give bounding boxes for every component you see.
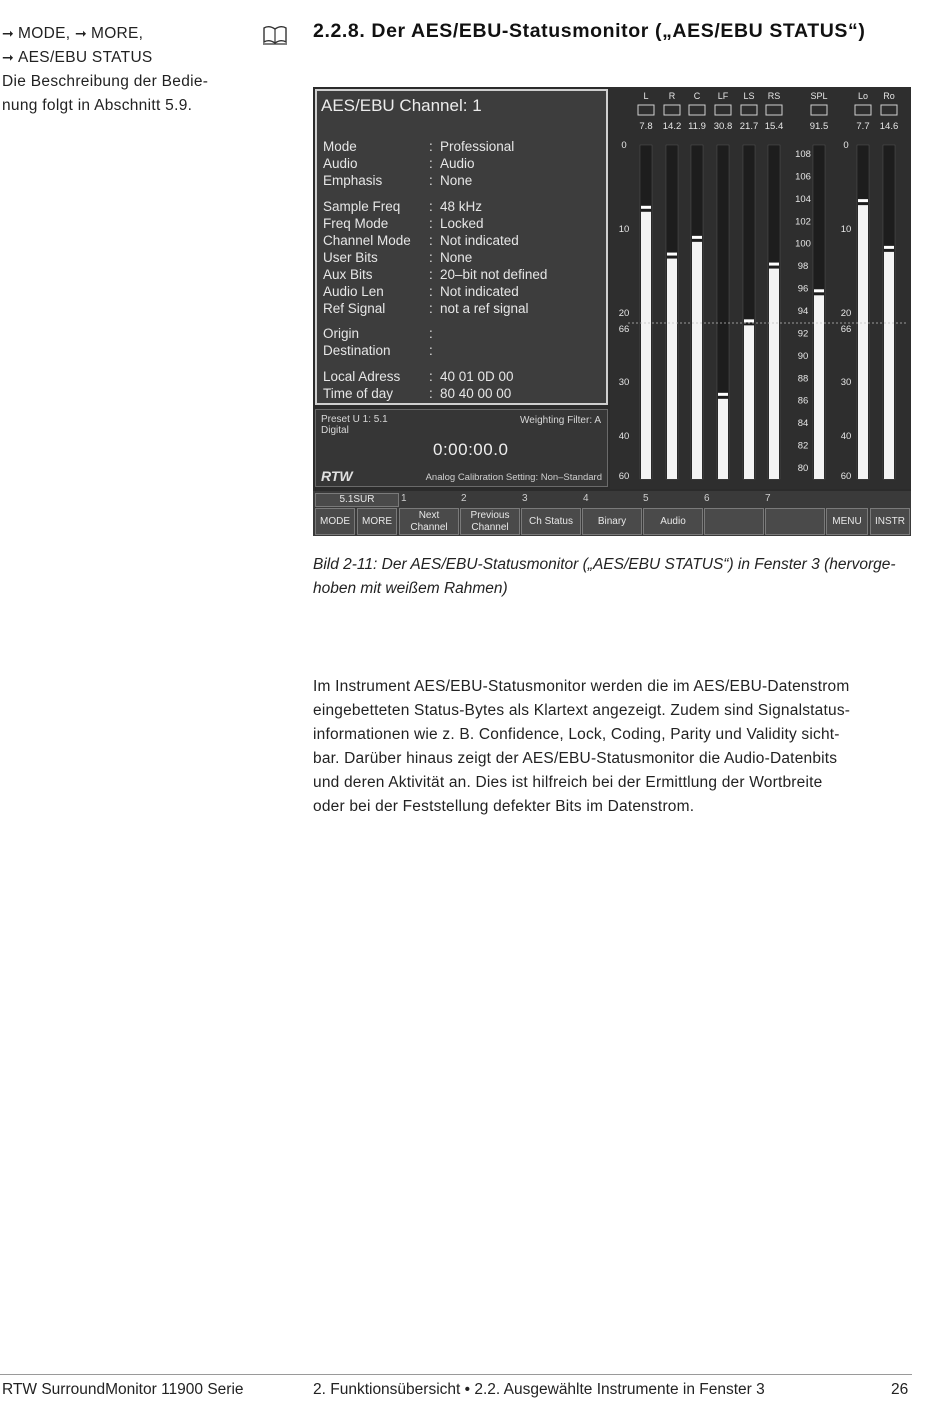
status-row-label: Time of day <box>323 386 394 401</box>
status-row-value: Audio <box>440 156 475 171</box>
meter-rs-peak-hold <box>769 263 779 266</box>
status-row <box>323 301 529 316</box>
meter-ro-level-bar <box>884 252 894 479</box>
meter-ls-level-bar <box>744 325 754 479</box>
meter-lo-peak-hold <box>858 199 868 202</box>
meter-rs-label: RS <box>767 91 781 101</box>
spl-scale-tick: 92 <box>797 328 809 340</box>
meter-r-value: 14.2 <box>662 121 682 132</box>
status-row <box>323 386 511 401</box>
status-row-value: 20–bit not defined <box>440 267 548 282</box>
meter-l-label: L <box>643 91 649 101</box>
softkey-number: 1 <box>401 493 407 504</box>
side-note-line-2: ➞ AES/EBU STATUS <box>2 49 153 66</box>
meter-ls-value: 21.7 <box>739 121 759 132</box>
status-row-separator: : <box>429 386 433 401</box>
page-number: 26 <box>891 1381 909 1398</box>
meter-c-level-bar <box>692 242 702 479</box>
status-row-separator: : <box>429 139 433 154</box>
spl-scale-tick: 108 <box>795 149 811 160</box>
section-heading: 2.2.8. Der AES/EBU-Statusmonitor („AES/EBU STATUS“) <box>313 20 866 42</box>
status-row-label: Emphasis <box>323 173 383 188</box>
status-row <box>323 156 475 171</box>
status-row-label: Ref Signal <box>323 301 386 316</box>
spl-scale-tick: 82 <box>797 440 809 452</box>
status-row-label: Mode <box>323 139 357 154</box>
softkey-bar <box>313 491 911 536</box>
side-note-line-4: nung folgt in Abschnitt 5.9. <box>2 97 193 114</box>
status-row-label: Audio Len <box>323 284 384 299</box>
meter-l-peak-hold <box>641 206 651 209</box>
meter-lf-level-bar <box>718 399 728 479</box>
spl-scale-tick: 86 <box>797 395 809 407</box>
softkey-previous-channel-button[interactable]: Previous Channel <box>460 508 520 535</box>
arrow-right-icon: ➞ <box>2 50 15 66</box>
status-row-separator: : <box>429 284 433 299</box>
status-row-separator: : <box>429 301 433 316</box>
status-row-separator: : <box>429 267 433 282</box>
spl-scale-tick: 84 <box>797 418 809 430</box>
status-row-label: Local Adress <box>323 369 401 384</box>
softkey-ch-status-button[interactable]: Ch Status <box>521 508 581 535</box>
status-row <box>323 284 519 299</box>
rtw-logo: RTW <box>321 468 353 484</box>
right-scale-tick: 10 <box>840 224 852 235</box>
left-scale-tick: 40 <box>618 431 630 442</box>
status-row <box>323 139 514 154</box>
status-row-separator: : <box>429 326 433 341</box>
status-row-value: Locked <box>440 216 484 231</box>
status-row-separator: : <box>429 216 433 231</box>
right-scale-tick: 0 <box>843 140 849 151</box>
meter-lo-value: 7.7 <box>856 121 870 132</box>
meter-rs-value: 15.4 <box>764 121 784 132</box>
right-scale-tick: 60 <box>840 471 852 482</box>
meter-spl-label: SPL <box>810 91 828 101</box>
side-note <box>2 22 242 118</box>
status-row-label: Aux Bits <box>323 267 373 282</box>
status-row <box>323 199 482 214</box>
weighting-filter-label: Weighting Filter: A <box>520 415 601 426</box>
status-row-value: 48 kHz <box>440 199 483 214</box>
status-row-label: Channel Mode <box>323 233 411 248</box>
spl-scale-tick: 106 <box>795 171 811 183</box>
meter-l-value: 7.8 <box>639 121 653 132</box>
status-row-value: Professional <box>440 139 515 154</box>
preset-label: Preset U 1: 5.1 Digital <box>321 414 388 436</box>
meter-r-label: R <box>668 91 676 101</box>
status-row-separator: : <box>429 156 433 171</box>
spl-scale-tick: 102 <box>795 216 811 228</box>
status-row <box>323 233 519 248</box>
status-row-separator: : <box>429 199 433 214</box>
softkey-empty-6-button[interactable] <box>704 508 764 535</box>
softkey-number: 2 <box>461 493 467 504</box>
status-row-value: 40 01 0D 00 <box>440 369 514 384</box>
status-row-value: None <box>440 250 473 265</box>
status-row-label: Freq Mode <box>323 216 389 231</box>
status-row-label: User Bits <box>323 250 378 265</box>
softkey-audio-button[interactable]: Audio <box>643 508 703 535</box>
arrow-right-icon: ➞ <box>74 26 87 42</box>
status-row-label: Origin <box>323 326 360 341</box>
left-scale-tick: 20 <box>618 308 630 319</box>
right-scale-tick: 66 <box>840 324 852 335</box>
meter-ls-peak-hold <box>744 319 754 322</box>
right-scale-tick: 40 <box>840 431 852 442</box>
status-row <box>323 326 440 341</box>
softkey-number: 7 <box>765 493 771 504</box>
status-row-separator: : <box>429 369 433 384</box>
meter-lo-level-bar <box>858 205 868 479</box>
softkey-instr-button[interactable]: INSTR <box>870 508 910 535</box>
aes-ebu-status-panel[interactable] <box>315 89 608 405</box>
softkey-binary-button[interactable]: Binary <box>582 508 642 535</box>
meter-r-peak-hold <box>667 253 677 256</box>
status-row-separator: : <box>429 233 433 248</box>
meter-r-level-bar <box>667 259 677 479</box>
footer-divider <box>0 1374 912 1375</box>
status-row-label: Audio <box>323 156 358 171</box>
level-meters <box>610 87 911 489</box>
spl-scale-tick: 80 <box>797 463 809 474</box>
softkey-next-channel-button[interactable]: Next Channel <box>399 508 459 535</box>
status-row-separator: : <box>429 343 433 358</box>
footer-chapter: 2. Funktionsübersicht • 2.2. Ausgewählte Instrumente in Fenster 3 <box>313 1381 765 1398</box>
status-row-value: Not indicated <box>440 284 519 299</box>
meter-l-level-bar <box>641 212 651 479</box>
footer-product: RTW SurroundMonitor 11900 Serie <box>2 1381 244 1398</box>
meter-spl-peak-hold <box>814 289 824 292</box>
status-row <box>323 173 472 188</box>
spl-scale-tick: 100 <box>795 238 811 250</box>
softkey-number: 6 <box>704 493 710 504</box>
status-row <box>323 267 547 282</box>
right-scale-tick: 20 <box>840 308 852 319</box>
side-note-line-1: ➞ MODE, ➞ MORE, <box>2 25 144 42</box>
softkey-menu-button[interactable]: MENU <box>826 508 868 535</box>
body-paragraph: Im Instrument AES/EBU-Statusmonitor werden die im AES/EBU-Datenstrom eingebetteten Status-Bytes als Klartext angezeigt. Zudem sind Signalstatus- informationen wie z. B. Confidence, Lock, Coding, Parity und Validity sicht- bar. Darüber hinaus zeigt der AES/EBU-Statusmonitor die Audio-Datenbits und deren Aktivität an. Dies ist hilfreich bei der Ermittlung der Wortbreite oder bei der Feststellung defekter Bits im Datenstrom. <box>313 678 851 815</box>
status-row <box>323 250 472 265</box>
meter-rs-level-bar <box>769 269 779 479</box>
meter-spl-level-bar <box>814 295 824 479</box>
status-row-separator: : <box>429 173 433 188</box>
status-row-value: 80 40 00 00 <box>440 386 512 401</box>
meter-lf-value: 30.8 <box>713 121 733 132</box>
meter-lf-peak-hold <box>718 393 728 396</box>
aes-ebu-status-screenshot <box>313 87 911 536</box>
left-scale-tick: 30 <box>618 377 630 388</box>
status-row-value: Not indicated <box>440 233 519 248</box>
meter-lf-label: LF <box>717 91 729 101</box>
meter-c-value: 11.9 <box>688 121 706 132</box>
panel-title: AES/EBU Channel: 1 <box>321 96 482 115</box>
spl-scale-tick: 88 <box>797 373 809 385</box>
calibration-setting: Analog Calibration Setting: Non–Standard <box>425 472 602 483</box>
status-row-value: not a ref signal <box>440 301 529 316</box>
meter-lo-label: Lo <box>857 91 869 101</box>
meter-c-peak-hold <box>692 236 702 239</box>
softkey-more-button[interactable]: MORE <box>357 508 397 535</box>
spl-scale-tick: 94 <box>797 306 809 317</box>
book-icon <box>262 25 288 45</box>
spl-scale-tick: 104 <box>795 193 811 205</box>
preset-indicator: 5.1SUR <box>315 493 399 507</box>
meter-spl-value: 91.5 <box>809 121 829 132</box>
figure-caption: Bild 2-11: Der AES/EBU-Statusmonitor („AES/EBU STATUS“) in Fenster 3 (hervorge- hoben mit weißem Rahmen) <box>313 556 896 597</box>
spl-scale-tick: 98 <box>797 261 809 273</box>
meter-ro-peak-hold <box>884 246 894 249</box>
meter-ls-label: LS <box>743 91 755 101</box>
softkey-number: 3 <box>522 493 528 504</box>
status-row <box>323 343 440 358</box>
status-row-label: Sample Freq <box>323 199 401 214</box>
left-scale-tick: 60 <box>618 471 630 482</box>
left-scale-tick: 66 <box>618 324 630 335</box>
right-scale-tick: 30 <box>840 377 852 388</box>
status-row-label: Destination <box>323 343 391 358</box>
arrow-right-icon: ➞ <box>2 26 15 42</box>
status-row <box>323 216 484 231</box>
preset-info-panel <box>315 409 608 487</box>
spl-scale-tick: 96 <box>797 283 809 295</box>
meter-ro-value: 14.6 <box>879 121 899 132</box>
meter-c-label: C <box>693 91 701 101</box>
status-row-separator: : <box>429 250 433 265</box>
status-row-value: None <box>440 173 473 188</box>
status-row <box>323 369 514 384</box>
softkey-number: 5 <box>643 493 649 504</box>
left-scale-tick: 0 <box>621 140 627 151</box>
meter-ro-label: Ro <box>883 91 895 101</box>
softkey-empty-7-button[interactable] <box>765 508 825 535</box>
softkey-number: 4 <box>583 493 589 504</box>
spl-scale-tick: 90 <box>797 350 809 362</box>
left-scale-tick: 10 <box>618 224 630 235</box>
side-note-line-3: Die Beschreibung der Bedie- <box>2 73 209 90</box>
timecode: 0:00:00.0 <box>433 440 509 459</box>
softkey-mode-button[interactable]: MODE <box>315 508 355 535</box>
